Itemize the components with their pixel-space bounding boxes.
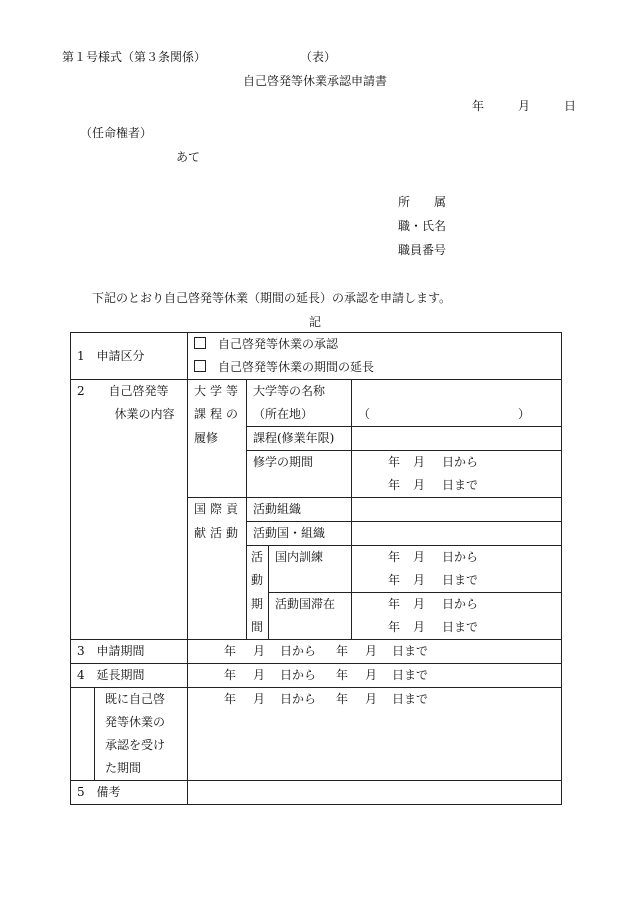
form-number: 第１号様式（第３条関係） bbox=[62, 50, 207, 64]
date-day: 日 bbox=[564, 99, 577, 113]
univ-name-label: 大学等の名称 bbox=[247, 380, 352, 404]
section1-label: 申請区分 bbox=[95, 333, 188, 380]
section5-number: 5 bbox=[71, 781, 95, 805]
univ-name-value[interactable] bbox=[352, 380, 562, 404]
study-period-row bbox=[71, 451, 562, 475]
activity-country-row bbox=[71, 522, 562, 546]
prior-period-label-3: 承認を受け bbox=[95, 734, 188, 757]
domestic-training-to[interactable]: 年 月 日まで bbox=[352, 569, 562, 593]
prior-period-value[interactable]: 年 月 日から 年 月 日まで bbox=[188, 688, 562, 781]
position-name-label: 職・氏名 bbox=[398, 219, 447, 233]
activity-org-row bbox=[71, 498, 562, 522]
domestic-training-label: 国内訓練 bbox=[269, 546, 352, 593]
abroad-stay-row bbox=[71, 593, 562, 617]
section5-label: 備考 bbox=[95, 781, 188, 805]
option-extension[interactable] bbox=[188, 356, 562, 380]
addressee-suffix: あて bbox=[176, 150, 201, 164]
option-approval-text: 自己啓発等休業の承認 bbox=[218, 337, 339, 351]
section4-label: 延長期間 bbox=[95, 664, 188, 688]
ki-heading: 記 bbox=[308, 315, 321, 329]
date-month: 月 bbox=[518, 99, 531, 113]
prior-period-label-2: 発等休業の bbox=[95, 711, 188, 734]
study-period-from[interactable]: 年 月 日から bbox=[352, 451, 562, 475]
prior-period-row bbox=[71, 688, 562, 712]
section3-number: 3 bbox=[71, 640, 95, 664]
univ-label-1: 大学等 bbox=[188, 380, 247, 404]
checkbox-icon[interactable] bbox=[194, 337, 206, 349]
option-approval[interactable] bbox=[188, 333, 562, 357]
course-label: 課程(修業年限) bbox=[247, 427, 352, 451]
prior-period-label-4: た期間 bbox=[95, 757, 188, 781]
remarks-value[interactable] bbox=[188, 781, 562, 805]
domestic-training-row bbox=[71, 546, 562, 570]
section1-row-approval bbox=[71, 333, 562, 357]
univ-label-2: 課程の bbox=[188, 403, 247, 427]
checkbox-icon[interactable] bbox=[194, 360, 206, 372]
extension-period-value[interactable]: 年 月 日から 年 月 日まで bbox=[188, 664, 562, 688]
option-extension-text: 自己啓発等休業の期間の延長 bbox=[218, 360, 375, 374]
intl-label-2: 献活動 bbox=[188, 522, 247, 546]
section2-number: 2 bbox=[71, 380, 95, 404]
course-value[interactable] bbox=[352, 427, 562, 451]
intro-text: 下記のとおり自己啓発等休業（期間の延長）の承認を申請します。 bbox=[92, 291, 452, 305]
activity-country-value[interactable] bbox=[352, 522, 562, 546]
section4-row bbox=[71, 664, 562, 688]
section4-number: 4 bbox=[71, 664, 95, 688]
appointer-label: （任命権者） bbox=[80, 126, 153, 140]
univ-location-row bbox=[71, 403, 562, 427]
activity-period-char-3: 期 bbox=[247, 593, 269, 617]
activity-org-label: 活動組織 bbox=[247, 498, 352, 522]
section5-row bbox=[71, 781, 562, 805]
section2-label-b: 休業の内容 bbox=[95, 403, 188, 427]
intl-label-1: 国際貢 bbox=[188, 498, 247, 522]
section3-label: 申請期間 bbox=[95, 640, 188, 664]
date-year: 年 bbox=[472, 99, 485, 113]
univ-name-row bbox=[71, 380, 562, 404]
application-table bbox=[70, 332, 562, 805]
application-period-value[interactable]: 年 月 日から 年 月 日まで bbox=[188, 640, 562, 664]
activity-org-value[interactable] bbox=[352, 498, 562, 522]
application-date bbox=[472, 97, 576, 114]
activity-period-char-1: 活 bbox=[247, 546, 269, 570]
univ-location-label: （所在地） bbox=[247, 403, 352, 427]
staff-number-label: 職員番号 bbox=[398, 243, 447, 257]
abroad-stay-to[interactable]: 年 月 日まで bbox=[352, 616, 562, 640]
section2-label-a: 自己啓発等 bbox=[95, 380, 188, 404]
document-title: 自己啓発等休業承認申請書 bbox=[242, 74, 387, 88]
abroad-stay-from[interactable]: 年 月 日から bbox=[352, 593, 562, 617]
activity-period-char-2: 動 bbox=[247, 569, 269, 593]
univ-label-3: 履修 bbox=[188, 427, 247, 451]
activity-country-label: 活動国・組織 bbox=[247, 522, 352, 546]
univ-location-value[interactable]: （ ） bbox=[352, 403, 562, 427]
study-period-to[interactable]: 年 月 日まで bbox=[352, 474, 562, 498]
side-label: （表） bbox=[300, 50, 337, 64]
section3-row bbox=[71, 640, 562, 664]
domestic-training-from[interactable]: 年 月 日から bbox=[352, 546, 562, 570]
affiliation-label: 所 属 bbox=[398, 195, 447, 209]
study-period-label: 修学の期間 bbox=[247, 451, 352, 498]
activity-period-char-4: 間 bbox=[247, 616, 269, 640]
abroad-stay-label: 活動国滞在 bbox=[269, 593, 352, 640]
prior-period-label-1: 既に自己啓 bbox=[95, 688, 188, 712]
section1-number: 1 bbox=[71, 333, 95, 380]
course-row bbox=[71, 427, 562, 451]
